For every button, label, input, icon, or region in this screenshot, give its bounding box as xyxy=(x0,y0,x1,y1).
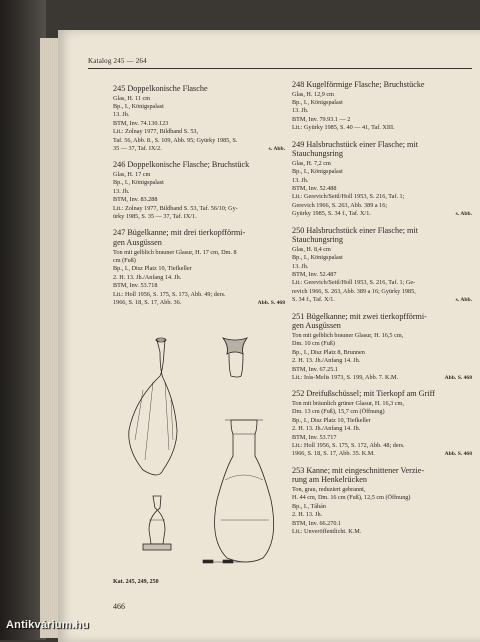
header-rule xyxy=(88,68,472,69)
entry-title: 253 Kanne; mit eingeschnittener Verzie- rung am Henkelrücken xyxy=(292,465,425,485)
entry-line: BTM, Inv. 83.288 xyxy=(113,196,158,204)
entry-title: 249 Halsbruchstück einer Flasche; mit Stauchungsring xyxy=(292,139,418,159)
page-number: 466 xyxy=(113,602,125,611)
entry-line: Bp., I., Königspalast xyxy=(113,179,164,187)
entry-line: Bp., I., Königspalast xyxy=(292,99,343,106)
entry-line: BTM, Inv. 67.25.1 xyxy=(292,365,339,373)
catalog-entry xyxy=(292,466,472,537)
entry-line: Lit.: Gerevich/Seitl/Holl 1953, S. 216, Taf. 1; xyxy=(292,193,405,201)
catalog-entry xyxy=(292,389,472,458)
entry-line: 35 — 37, Taf. IX/2. xyxy=(113,145,162,153)
catalog-entry xyxy=(113,228,285,307)
entry-line: Lit.: Gerevich/Seitl/Holl 1953, S. 216, Taf. 1; Ge- xyxy=(292,279,416,287)
vessel-illustration xyxy=(113,330,283,576)
entry-line: 2. H. 13. Jh. xyxy=(292,511,323,519)
entry-line: 2. H. 13. Jh./Anfang 14. Jh. xyxy=(292,425,361,433)
entry-line: 13. Jh. xyxy=(292,262,309,270)
entry-line: Ton mit gelblich brauner Glasur, H. 17 cm, Dm. 8 xyxy=(113,248,237,256)
entry-line: Gerevich 1966, S. 263, Abb. 389 a 16; xyxy=(292,201,388,209)
catalog-entry xyxy=(113,84,285,153)
entry-line: 1966, S. 18, S. 17, Abb. 36. xyxy=(113,299,182,307)
entry-line: Bp., I., Disz Platz 10, Tiefkeller xyxy=(113,265,192,273)
entry-line: Lit.: Zolnay 1977, Bildband S. 53, Taf. 56/10; Gy- xyxy=(113,204,238,212)
entry-line: S. 34 f., Taf. X/1. xyxy=(292,296,335,304)
entry-figure-ref: Abb. S. 468 xyxy=(257,300,285,307)
entry-line: Dm. 13 cm (Fuß), 15,7 cm (Öffnung) xyxy=(292,408,385,416)
entry-line: Lit.: Holl 1956, S. 175, S. 173, Abb. 49; ders. xyxy=(113,290,226,298)
catalog-entry xyxy=(292,140,472,219)
catalog-entry xyxy=(292,80,472,133)
entry-figure-ref: Abb. S. 468 xyxy=(444,451,472,458)
drawing-of-glass-bottles xyxy=(113,330,283,576)
entry-line: Bp., I., Königspalast xyxy=(113,103,164,110)
entry-title: 248 Kugelförmige Flasche; Bruchstücke xyxy=(292,80,425,89)
entry-line: ürky 1985, S. 35 — 37, Taf. IX/1. xyxy=(113,213,197,221)
left-column xyxy=(113,84,285,315)
entry-line: Taf. 56, Abb. 8., S. 109, Abb. 95; Gyürky 1985, S. xyxy=(113,136,238,144)
catalog-header: Katalog 245 — 264 xyxy=(88,57,147,65)
entry-line: 2. H. 13. Jh./Anfang 14. Jh. xyxy=(292,357,361,365)
catalog-entry xyxy=(292,312,472,383)
entry-title: 250 Halsbruchstück einer Flasche; mit Stauchungsring xyxy=(292,225,418,245)
entry-line: Glas, H. 7,2 cm xyxy=(292,159,331,167)
entry-line: BTM, Inv. 53.718 xyxy=(113,282,158,290)
entry-figure-ref: s. Abb. xyxy=(455,211,472,218)
entry-line: Glas, H. 11 cm xyxy=(113,94,151,102)
entry-line: Ton mit gelblich brauner Glasur, H. 16,5 cm, xyxy=(292,331,404,339)
entry-line: Lit.: Holl 1956, S. 175, S. 172, Abb. 48; ders. xyxy=(292,441,405,449)
entry-line: Lit.: Gyürky 1985, S. 40 — 41, Taf. XIII. xyxy=(292,124,395,132)
entry-title: 246 Doppelkonische Flasche; Bruchstück xyxy=(113,160,250,170)
entry-line: Glas, H. 8,4 cm xyxy=(292,245,331,253)
entry-figure-ref: Abb. S. 468 xyxy=(444,374,472,381)
entry-line: Lit.: Zolnay 1977, Bildband S. 53, xyxy=(113,128,199,136)
entry-line: Glas, H. 12,9 cm xyxy=(292,90,334,98)
entry-line: Glas, H. 17 cm xyxy=(113,171,151,179)
entry-line: BTM, Inv. 53.717 xyxy=(292,433,337,441)
entry-line: BTM, Inv. 52.487 xyxy=(292,271,337,279)
entry-line: Gyürky 1985, S. 34 f., Taf. X/1. xyxy=(292,210,371,218)
entry-line: Ton mit bräunlich grüner Glasur, H. 16,3 cm, xyxy=(292,399,404,407)
entry-line: Lit.: Irás-Melis 1973, S. 199, Abb. 7. K.M. xyxy=(292,373,399,381)
entry-title: 251 Bügelkanne; mit zwei tierkopfförmi- gen Ausgüssen xyxy=(292,311,427,331)
entry-line: H. 44 cm, Dm. 16 cm (Fuß), 12,5 cm (Öffnung) xyxy=(292,494,411,502)
entry-line: 13. Jh. xyxy=(292,107,309,115)
entry-line: BTM, Inv. 79.93.1 — 2 xyxy=(292,115,351,123)
entry-line: BTM, Inv. 66.270.1 xyxy=(292,519,342,527)
entry-line: Bp., I., Disz Platz 8, Brunnen xyxy=(292,348,365,356)
entry-line: 2. H. 13. Jh./Anfang 14. Jh. xyxy=(113,273,182,281)
entry-line: BTM, Inv. 74.130.123 xyxy=(113,119,169,127)
entry-figure-ref: s. Abb. xyxy=(455,297,472,304)
entry-line: 13. Jh. xyxy=(292,176,309,184)
entry-line: Bp., I., Königspalast xyxy=(292,168,343,176)
entry-line: Dm. 10 cm (Fuß) xyxy=(292,340,335,348)
entry-line: Bp., I., Disz Platz 10, Tiefkeller xyxy=(292,416,371,424)
entry-line: 13. Jh. xyxy=(113,187,130,195)
figure-caption: Kat. 245, 249, 250 xyxy=(113,579,159,585)
entry-title: 245 Doppelkonische Flasche xyxy=(113,84,208,93)
catalog-entry xyxy=(113,160,285,221)
catalog-entry xyxy=(292,226,472,305)
entry-line: Bp., I., Táhán xyxy=(292,502,326,510)
entry-line: Bp., I., Königspalast xyxy=(292,254,343,262)
entry-figure-ref: s. Abb. xyxy=(268,146,285,153)
entry-line: BTM, Inv. 52.488 xyxy=(292,185,337,193)
entry-line: cm (Fuß) xyxy=(113,257,136,265)
right-column xyxy=(292,80,472,543)
entry-line: revich 1966, S. 263, Abb. 389 a 16; Gyürky 1985, xyxy=(292,287,416,295)
entry-line: 13. Jh. xyxy=(113,111,130,119)
entry-line: 1966, S. 18, S. 17, Abb. 35. K.M. xyxy=(292,450,375,458)
entry-line: Ton, grau, reduziert gebrannt, xyxy=(292,485,366,493)
watermark: Antikvárium.hu xyxy=(6,619,89,631)
entry-title: 252 Dreifußschüssel; mit Tierkopf am Griff xyxy=(292,389,435,399)
entry-title: 247 Bügelkanne; mit drei tierkopfförmi- gen Ausgüssen xyxy=(113,228,246,248)
entry-line: Lit.: Unveröffentlicht. K.M. xyxy=(292,527,362,535)
